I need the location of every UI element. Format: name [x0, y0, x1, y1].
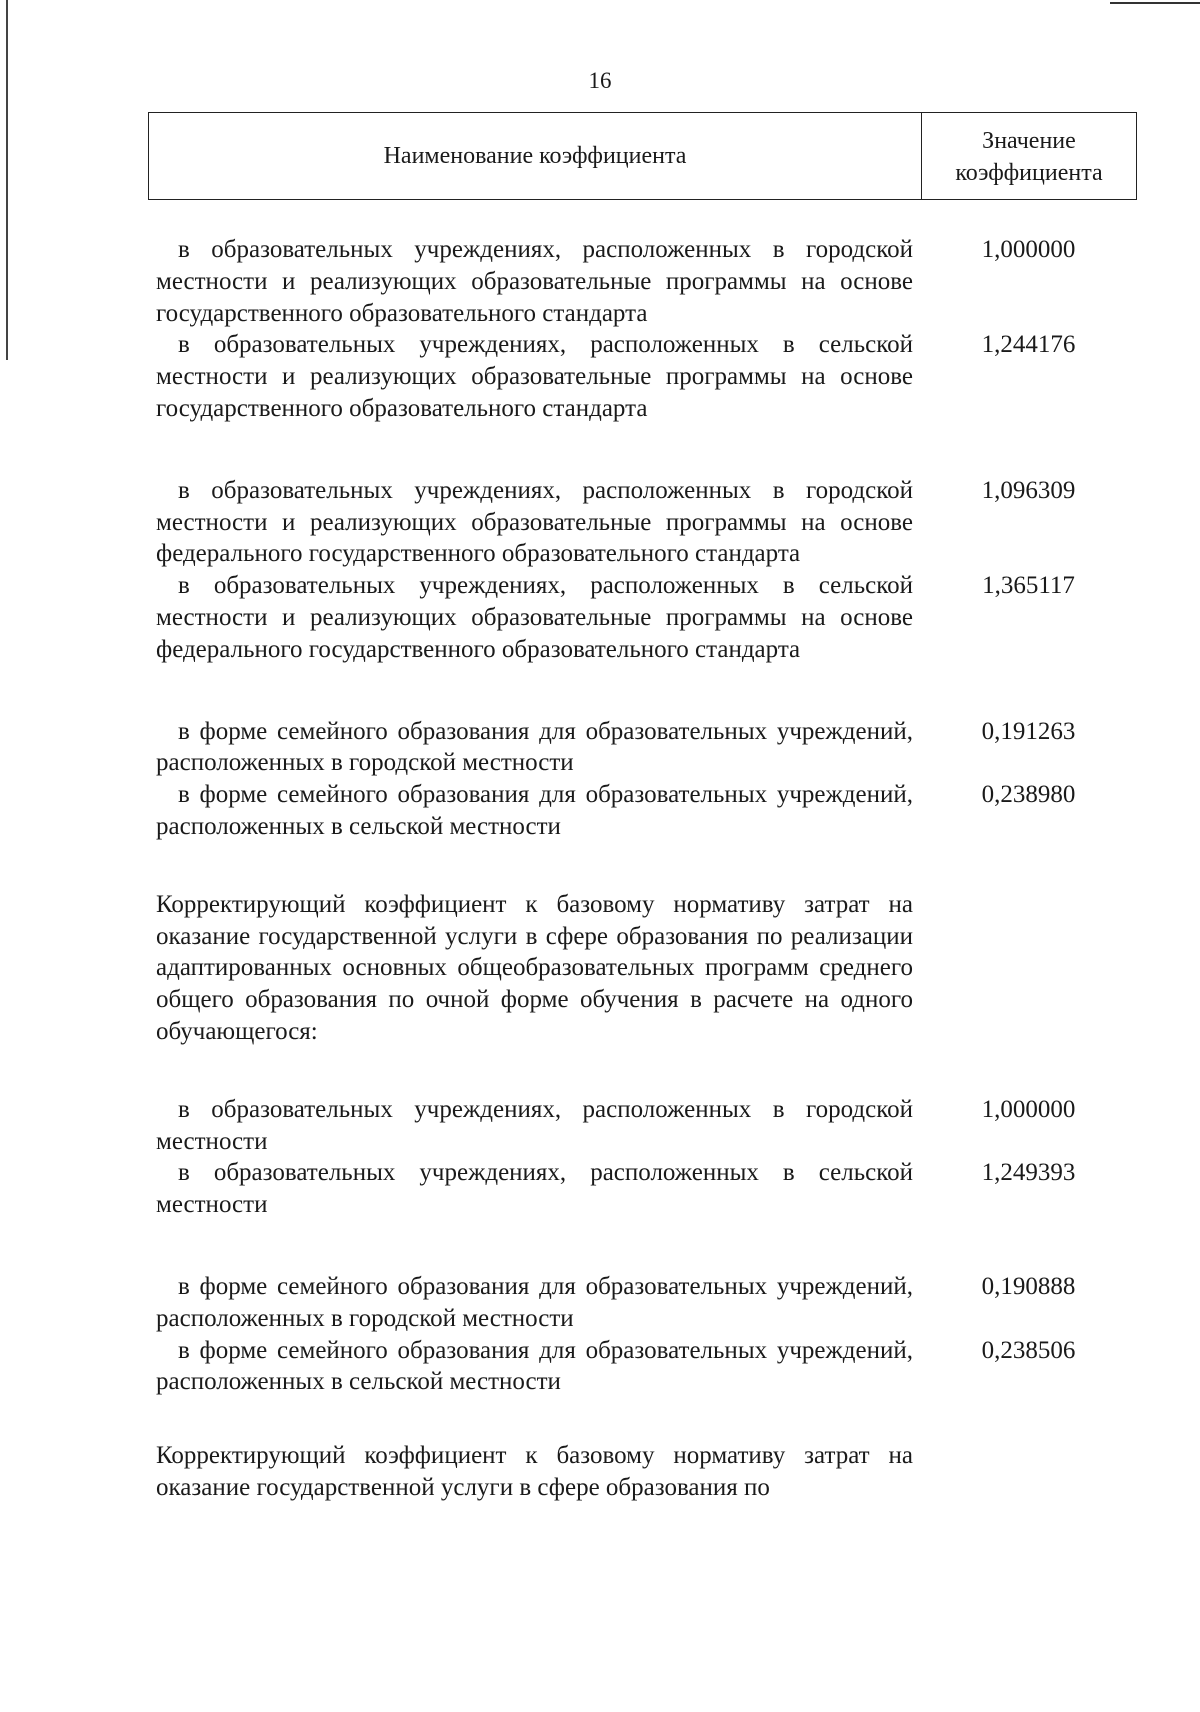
coefficient-value: 0,238980 [981, 781, 1076, 809]
coefficient-value: 0,191263 [981, 717, 1076, 745]
coefficient-row [156, 779, 1136, 843]
coefficient-value: 0,238506 [981, 1336, 1076, 1364]
coefficient-description: в образовательных учреждениях, расположенных в городской местности [156, 1095, 913, 1155]
spacer [156, 843, 1136, 889]
spacer [156, 1221, 1136, 1271]
coefficient-row [156, 716, 1136, 780]
spacer [156, 1048, 1136, 1094]
coefficient-value: 1,249393 [981, 1159, 1076, 1187]
coefficient-description: в образовательных учреждениях, расположенных в сельской местности [156, 1159, 913, 1219]
coefficient-description: в форме семейного образования для образовательных учреждений, расположенных в сельской местности [156, 781, 913, 840]
coefficient-description: в образовательных учреждениях, расположенных в сельской местности и реализующих образовательные программы на основе государственного образовательного стандарта [156, 331, 913, 422]
section-heading-row [156, 889, 1136, 1048]
spacer [156, 425, 1136, 475]
coefficient-row [156, 1271, 1136, 1335]
coefficient-row [156, 1157, 1136, 1221]
column-header-name: Наименование коэффициента [149, 113, 922, 199]
table-header [148, 112, 1137, 200]
column-header-value-line1: Значение [982, 128, 1076, 154]
section-heading-row [156, 1440, 1136, 1504]
page-number: 16 [588, 68, 612, 93]
coefficient-value: 0,190888 [981, 1272, 1076, 1300]
coefficient-value: 1,244176 [981, 331, 1076, 359]
coefficient-value: 1,000000 [981, 236, 1076, 263]
coefficient-row [156, 329, 1136, 424]
coefficient-row [156, 475, 1136, 570]
coefficient-value: 1,096309 [981, 476, 1076, 504]
coefficient-description: в форме семейного образования для образовательных учреждений, расположенных в городской местности [156, 1272, 913, 1332]
scan-edge-line [1110, 2, 1200, 4]
coefficient-row [156, 1094, 1136, 1158]
section-heading: Корректирующий коэффициент к базовому нормативу затрат на оказание государственной услуги в сфере образования по реализации адаптированных основных общеобразовательных программ среднего общего образования по очной форме обучения в расчете на одного обучающегося: [156, 890, 913, 1045]
document-body [156, 234, 1136, 1504]
coefficient-row [156, 570, 1136, 665]
coefficient-row [156, 234, 1136, 329]
coefficient-description: в форме семейного образования для образовательных учреждений, расположенных в городской местности [156, 717, 913, 777]
section-heading: Корректирующий коэффициент к базовому нормативу затрат на оказание государственной услуги в сфере образования по [156, 1442, 913, 1501]
coefficient-description: в форме семейного образования для образовательных учреждений, расположенных в сельской местности [156, 1336, 913, 1396]
column-header-value-line2: коэффициента [955, 160, 1103, 186]
coefficient-description: в образовательных учреждениях, расположенных в городской местности и реализующих образовательные программы на основе государственного образовательного стандарта [156, 236, 913, 327]
coefficient-description: в образовательных учреждениях, расположенных в сельской местности и реализующих образовательные программы на основе федерального государственного образовательного стандарта [156, 572, 913, 663]
coefficient-value: 1,000000 [981, 1095, 1076, 1123]
coefficient-description: в образовательных учреждениях, расположенных в городской местности и реализующих образовательные программы на основе федерального государственного образовательного стандарта [156, 476, 913, 568]
spacer [156, 1398, 1136, 1440]
coefficient-value: 1,365117 [982, 572, 1075, 600]
coefficient-row [156, 1335, 1136, 1399]
column-header-value [922, 113, 1136, 199]
spacer [156, 666, 1136, 716]
scan-margin-line [6, 0, 8, 360]
